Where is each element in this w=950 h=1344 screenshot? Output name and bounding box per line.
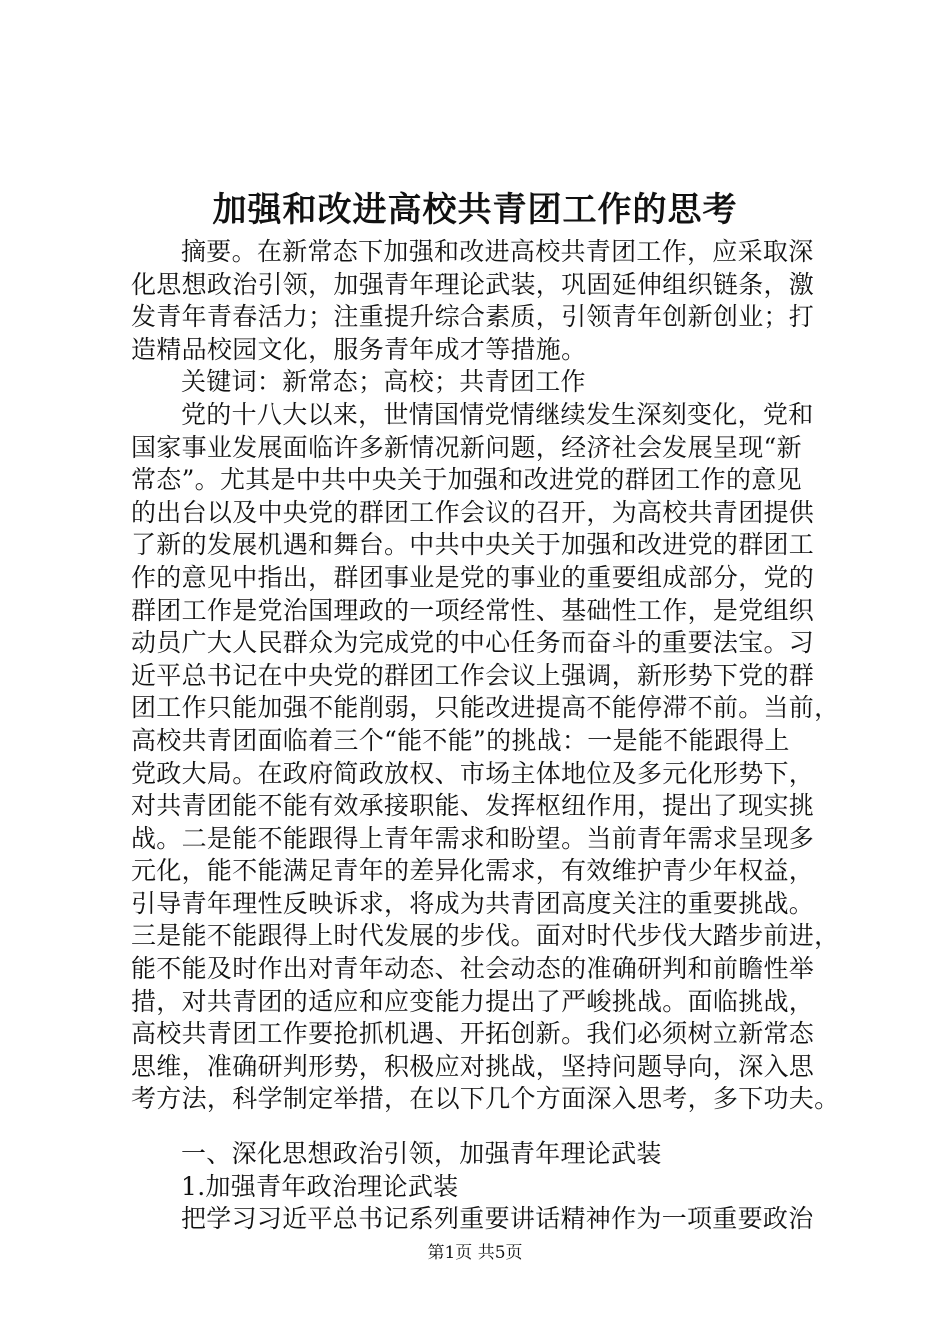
paragraph-line: 常态”。尤其是中共中央关于加强和改进党的群团工作的意见: [131, 465, 802, 495]
paragraph-line: 高校共青团面临着三个“能不能”的挑战：一是能不能跟得上: [131, 725, 790, 755]
paragraph-line: 党政大局。在政府简政放权、市场主体地位及多元化形势下，: [131, 758, 815, 788]
abstract-line: 摘要。在新常态下加强和改进高校共青团工作，应采取深: [181, 237, 814, 266]
paragraph-line: 三是能不能跟得上时代发展的步伐。面对时代步伐大踏步前进，: [131, 921, 840, 951]
document-body: [131, 236, 851, 1236]
keywords: 关键词：新常态；高校；共青团工作: [181, 367, 586, 397]
paragraph-spacer: [131, 1116, 851, 1138]
paragraph-line: 党的十八大以来，世情国情党情继续发生深刻变化，党和: [181, 399, 814, 429]
paragraph-line: 能不能及时作出对青年动态、社会动态的准确研判和前瞻性举: [131, 954, 815, 984]
paragraph-line: 引导青年理性反映诉求，将成为共青团高度关注的重要挑战。: [131, 888, 815, 918]
intro-paragraph: [131, 399, 851, 1116]
paragraph-line: 动员广大人民群众为完成党的中心任务而奋斗的重要法宝。习: [131, 628, 815, 658]
paragraph-line: 作的意见中指出，群团事业是党的事业的重要组成部分，党的: [131, 562, 815, 592]
abstract-line: 发青年青春活力；注重提升综合素质，引领青年创新创业；打: [131, 302, 815, 332]
document-title: 加强和改进高校共青团工作的思考: [212, 190, 738, 230]
paragraph-line: 元化，能不能满足青年的差异化需求，有效维护青少年权益，: [131, 856, 815, 886]
paragraph-line: 的出台以及中央党的群团工作会议的召开，为高校共青团提供: [131, 497, 815, 527]
paragraph-line: 了新的发展机遇和舞台。中共中央关于加强和改进党的群团工: [131, 530, 815, 560]
abstract: [131, 236, 851, 366]
paragraph-line: 高校共青团工作要抢抓机遇、开拓创新。我们必须树立新常态: [131, 1019, 815, 1049]
paragraph-line: 对共青团能不能有效承接职能、发挥枢纽作用，提出了现实挑: [131, 791, 815, 821]
page-number-footer: 第1页 共5页: [427, 1243, 523, 1263]
paragraph-line: 国家事业发展面临许多新情况新问题，经济社会发展呈现“新: [131, 432, 802, 462]
paragraph-line: 战。二是能不能跟得上青年需求和盼望。当前青年需求呈现多: [131, 823, 815, 853]
paragraph-line: 群团工作是党治国理政的一项经常性、基础性工作，是党组织: [131, 595, 815, 625]
subsection-heading: 1.加强青年政治理论武装: [181, 1171, 459, 1201]
abstract-line: 造精品校园文化，服务青年成才等措施。: [131, 334, 587, 364]
paragraph-line: 把学习习近平总书记系列重要讲话精神作为一项重要政治: [181, 1204, 814, 1234]
paragraph-line: 近平总书记在中央党的群团工作会议上强调，新形势下党的群: [131, 660, 815, 690]
paragraph-line: 考方法，科学制定举措，在以下几个方面深入思考，多下功夫。: [131, 1084, 840, 1114]
paragraph-line: 措，对共青团的适应和应变能力提出了严峻挑战。面临挑战，: [131, 986, 815, 1016]
paragraph-line: 团工作只能加强不能削弱，只能改进提高不能停滞不前。当前，: [131, 693, 840, 723]
section-heading: 一、深化思想政治引领，加强青年理论武装: [181, 1139, 662, 1169]
paragraph-line: 思维，准确研判形势，积极应对挑战，坚持问题导向，深入思: [131, 1051, 815, 1081]
abstract-line: 化思想政治引领，加强青年理论武装，巩固延伸组织链条，激: [131, 269, 815, 299]
